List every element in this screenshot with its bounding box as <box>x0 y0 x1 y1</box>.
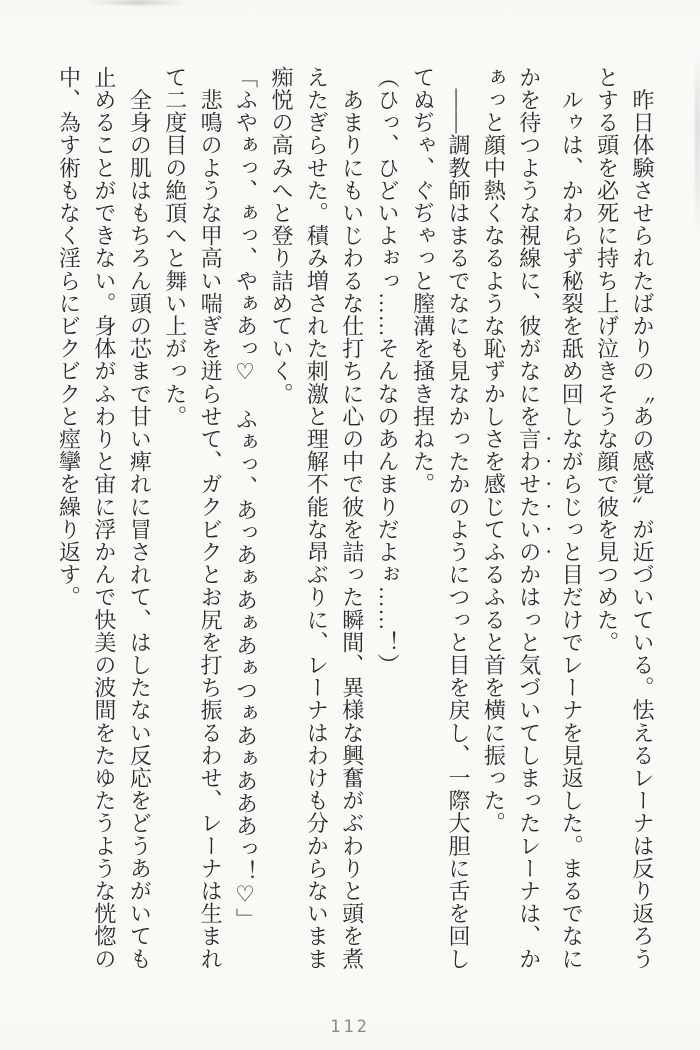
body-text <box>51 66 660 988</box>
scan-smudge-right <box>695 50 700 240</box>
text-column: えたぎらせた。積み増された刺激と理解不能な昂ぶりに、レーナはわけも分からないまま <box>304 66 330 970</box>
text-column: て二度目の絶頂へと舞い上がった。 <box>162 66 188 428</box>
text-column: 全身の肌はもちろん頭の芯まで甘い痺れに冒されて、はしたない反応をどうあがいても <box>127 66 153 970</box>
text-column-with-emphasis <box>511 66 553 988</box>
text-column: 中、為す術もなく淫らにビクビクと痙攣を繰り返す。 <box>56 66 82 609</box>
text-column: ――調教師はまるでなにも見なかったかのようにつっと目を戻し、一際大胆に舌を回し <box>445 66 471 970</box>
text-column: ぁっと顔中熱くなるような恥ずかしさを感じてふるふると首を横に振った。 <box>481 66 507 835</box>
text-column: てぬぢゃ、ぐぢゃっと膣溝を掻き捏ねた。 <box>410 66 436 496</box>
text-column: 止めることができない。身体がふわりと宙に浮かんで快美の波間をたゆたうような恍惚の <box>91 66 117 970</box>
emphasized-text: 言わせたいの <box>516 427 542 564</box>
text-column: 痴悦の高みへと登り詰めていく。 <box>268 66 294 405</box>
text-segment: かはっと気づいてしまったレーナは、か <box>516 563 542 971</box>
scan-smudge-top <box>88 0 188 5</box>
text-column: ルゥは、かわらず秘裂を舐め回しながらじっと目だけでレーナを見返した。まるでなに <box>559 66 585 970</box>
text-column: 昨日体験させられたばかりの〝あの感覚〞が近づいている。怯えるレーナは反り返ろう <box>630 66 655 970</box>
text-segment: かを待つような視線に、彼がなにを <box>516 66 542 428</box>
text-column: （ひっ、ひどいよぉっ……そんなのあんまりだよぉ……！） <box>375 66 401 677</box>
text-column: 悲鳴のような甲高い喘ぎを迸らせて、ガクビクとお尻を打ち振るわせ、レーナは生まれ <box>198 66 224 970</box>
page-number: 112 <box>330 1017 370 1037</box>
text-column: 「ふやぁっ、ぁっ、やぁあっ♡ ふぁっ、あっあぁあぁあぁつぁあぁあああっ！♡」 <box>233 66 259 931</box>
text-column: とする頭を必死に持ち上げ泣きそうな顔で彼を見つめた。 <box>594 66 620 654</box>
text-column: あまりにもいじわるな仕打ちに心の中で彼を詰った瞬間、異様な興奮がぶわりと頭を煮 <box>339 66 365 970</box>
